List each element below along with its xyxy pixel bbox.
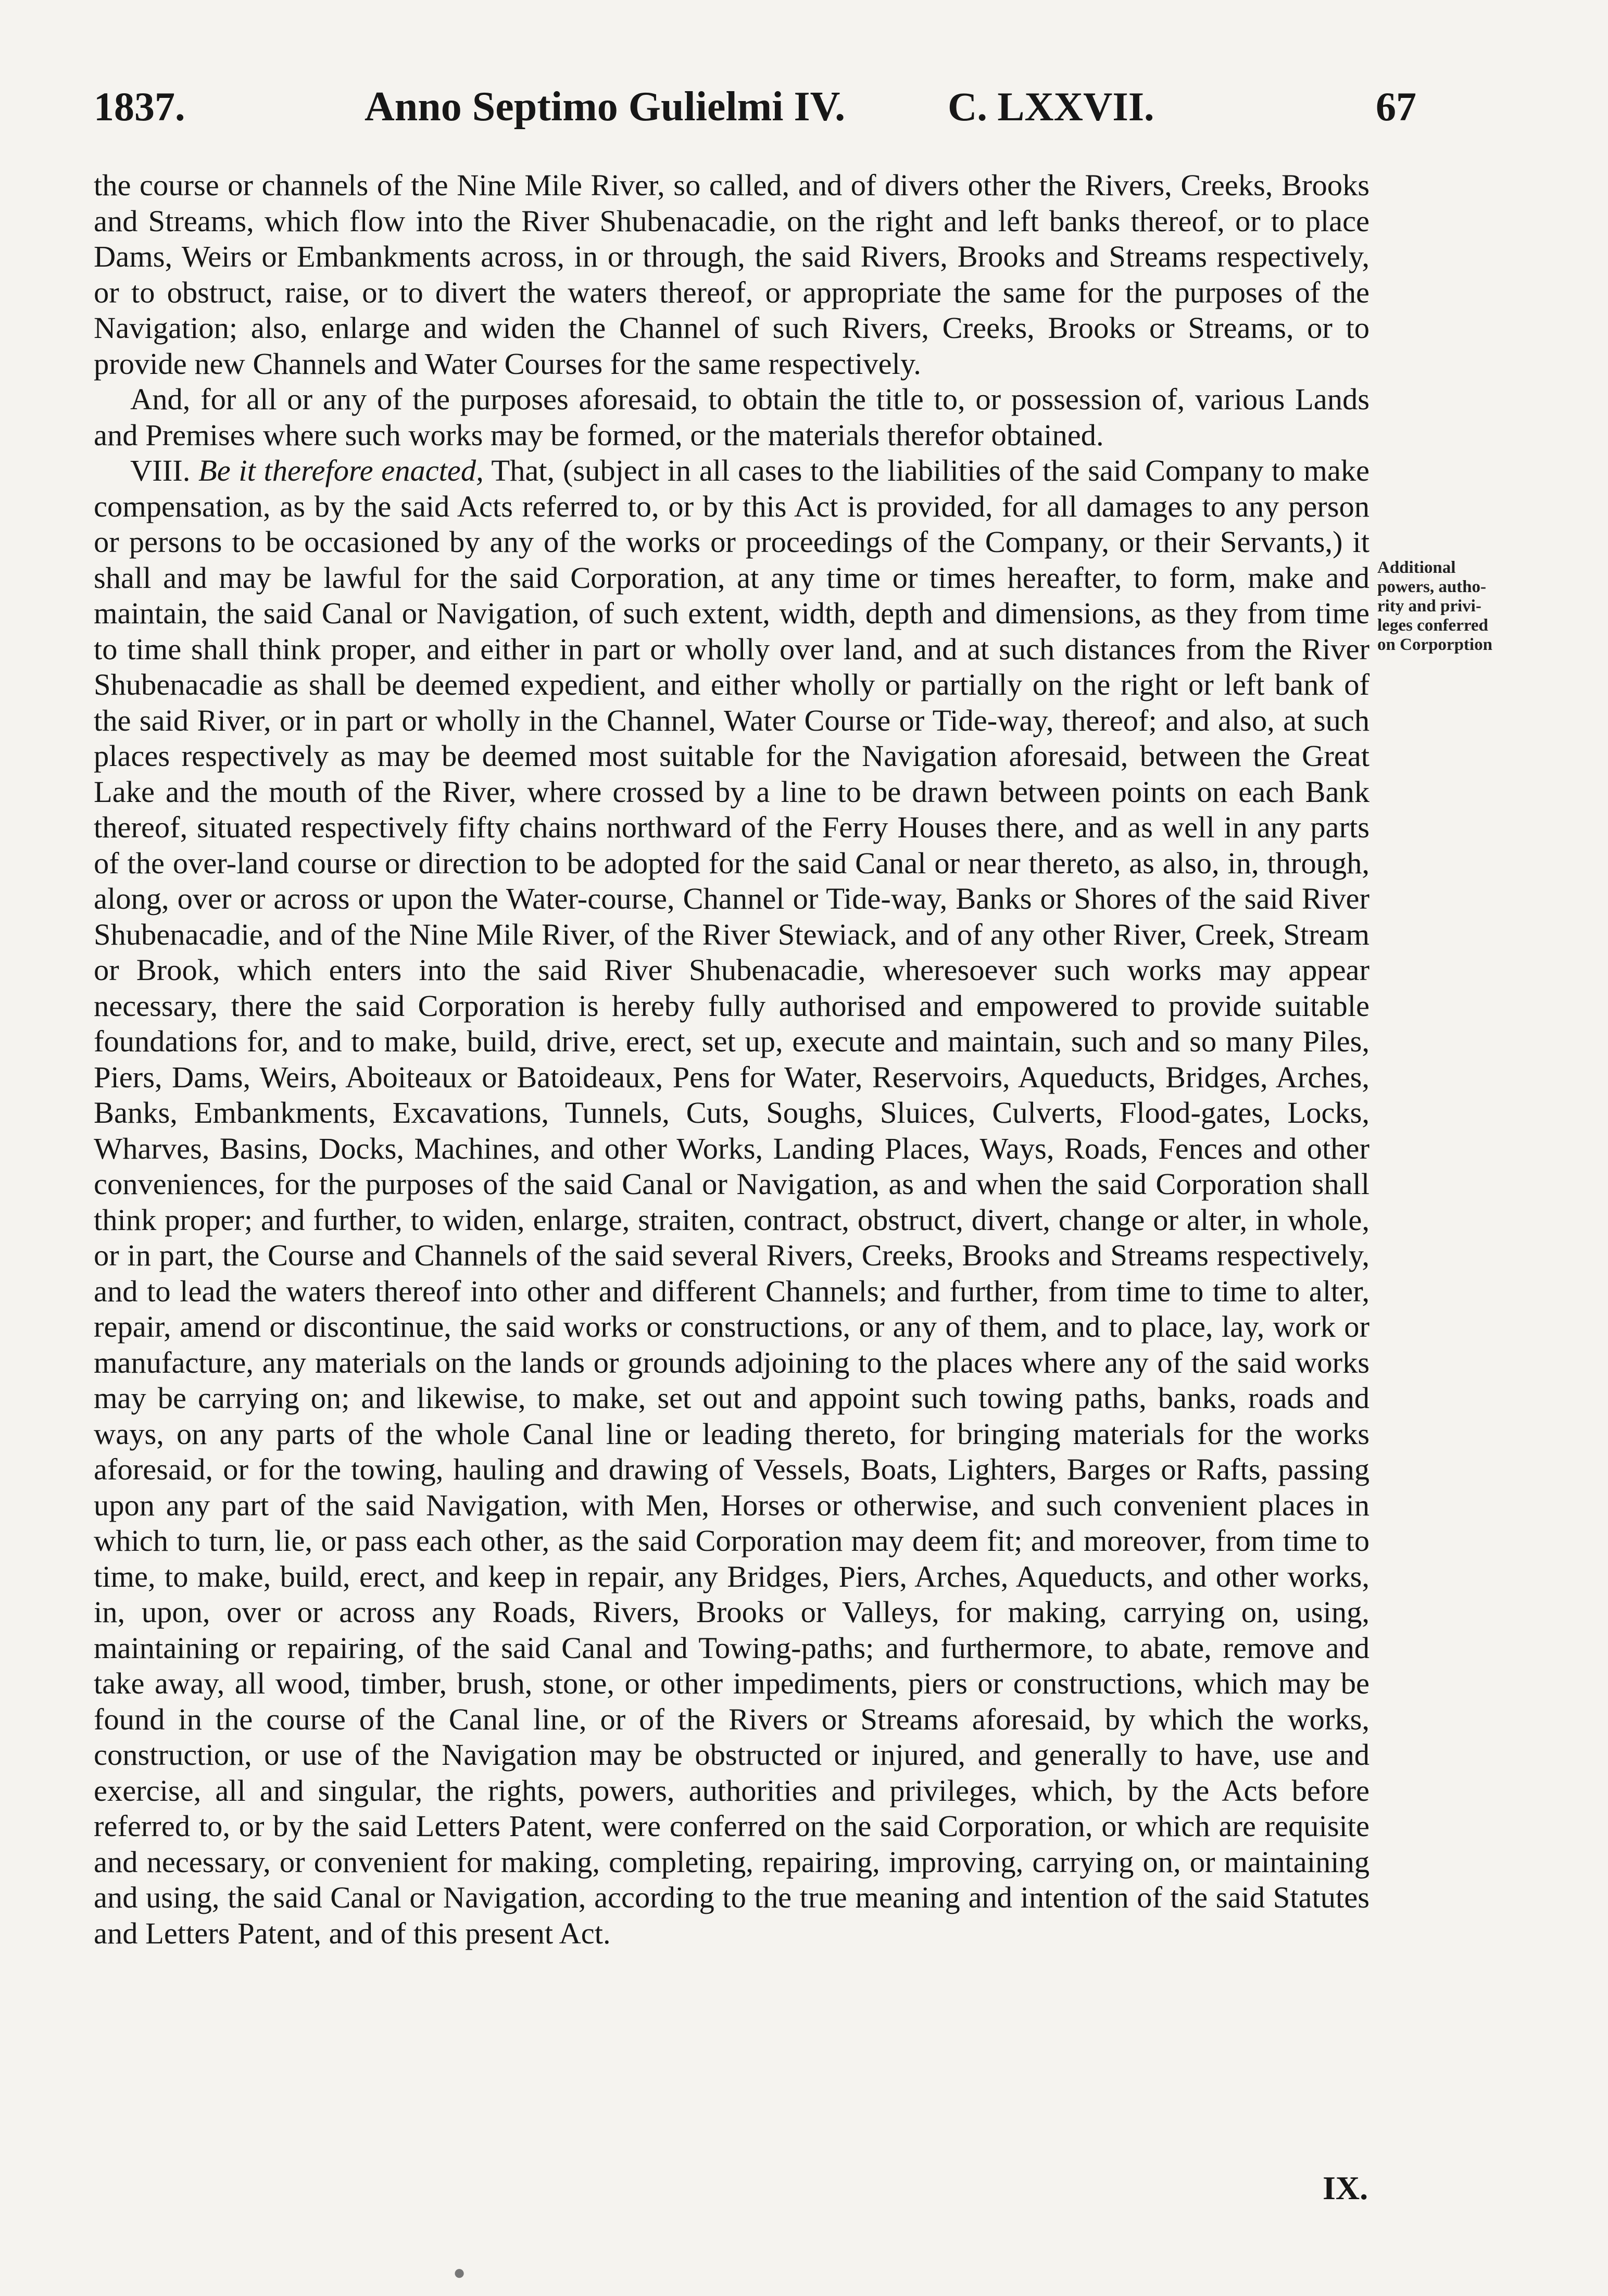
enacting-words: Be it therefore enacted, <box>198 454 484 487</box>
section-viii <box>94 453 1370 1951</box>
paragraph-continuation: the course or channels of the Nine Mile River, so called, and of divers other the Rivers, Creeks, Brooks and Streams, which flow into the River Shubenacadie, on the right and left banks thereof, or to place Dams, Weirs or Embankments across, in or through, the said Rivers, Brooks and Streams respectively, or to obstruct, raise, or to divert the waters thereof, or appropriate the same for the purposes of the Navigation; also, enlarge and widen the Channel of such Rivers, Creeks, Brooks or Streams, or to provide new Channels and Water Courses for the same respectively. <box>94 168 1370 381</box>
header-chapter: C. LXXVII. <box>948 84 1154 129</box>
section-number: VIII. <box>130 454 191 487</box>
running-head <box>94 78 1416 135</box>
page-number: 67 <box>1376 84 1416 129</box>
header-title: Anno Septimo Gulielmi IV. <box>365 84 846 130</box>
statute-body <box>94 168 1370 1951</box>
marginal-note-line: rity and privi- <box>1377 597 1481 616</box>
marginal-note-line: Additional <box>1377 558 1456 577</box>
section-viii-text: That, (subject in all cases to the liabilities of the said Company to make compensation, as by the said Acts referred to, or by this Act is provided, for all damages to any person or persons to be occasioned by any of the works or proceedings of the Company, or their Servants,) it shall and may be lawful for the said Corporation, at any time or times hereafter, to form, make and maintain, the said Canal or Navigation, of such extent, width, depth and dimensions, as they from time to time shall think proper, and either in part or wholly over land, and at such distances from the River Shubenacadie as shall be deemed expedient, and either wholly or partially on the right or left bank of the said River, or in part or wholly in the Channel, Water Course or Tide-way, thereof; and also, at such places respectively as may be deemed most suitable for the Navigation aforesaid, between the Great Lake and the mouth of the River, where crossed by a line to be drawn between points on each Bank thereof, situated respectively fifty chains northward of the Ferry Houses there, and as well in any parts of the over-land course or direction to be adopted for the said Canal or near thereto, as also, in, through, along, over or across or upon the Water-course, Channel or Tide-way, Banks or Shores of the said River Shubenacadie, and of the Nine Mile River, of the River Stewiack, and of any other River, Creek, Stream or Brook, which enters into the said River Shubenacadie, wheresoever such works may appear necessary, there the said Corporation is hereby fully authorised and empowered to provide suitable foundations for, and to make, build, drive, erect, set up, execute and maintain, such and so many Piles, Piers, Dams, Weirs, Aboiteaux or Batoideaux, Pens for Water, Reservoirs, Aqueducts, Bridges, Arches, Banks, Embankments, Excavations, Tunnels, Cuts, Soughs, Sluices, Culverts, Flood-gates, Locks, Wharves, Basins, Docks, Machines, and other Works, Landing Places, Ways, Roads, Fences and other conveniences, for the purposes of the said Canal or Navigation, as and when the said Corporation shall think proper; and further, to widen, enlarge, straiten, contract, obstruct, divert, change or alter, in whole, or in part, the Course and Channels of the said several Rivers, Creeks, Brooks and Streams respectively, and to lead the waters thereof into other and different Channels; and further, from time to time to alter, repair, amend or discontinue, the said works or constructions, or any of them, and to place, lay, work or manufacture, any materials on the lands or grounds adjoining to the places where any of the said works may be carrying on; and likewise, to make, set out and appoint such towing paths, banks, roads and ways, on any parts of the whole Canal line or leading thereto, for bringing materials for the works aforesaid, or for the towing, hauling and drawing of Vessels, Boats, Lighters, Barges or Rafts, passing upon any part of the said Navigation, with Men, Horses or otherwise, and such convenient places in which to turn, lie, or pass each other, as the said Corporation may deem fit; and moreover, from time to time, to make, build, erect, and keep in repair, any Bridges, Piers, Arches, Aqueducts, and other works, in, upon, over or across any Roads, Rivers, Brooks or Valleys, for making, carrying on, using, maintaining or repairing, of the said Canal and Towing-paths; and furthermore, to abate, remove and take away, all wood, timber, brush, stone, or other impediments, piers or constructions, which may be found in the course of the Canal line, or of the Rivers or Streams aforesaid, by which the works, construction, or use of the Navigation may be obstructed or injured, and generally to have, use and exercise, all and singular, the rights, powers, authorities and privileges, which, by the Acts before referred to, or by the said Letters Patent, were conferred on the said Corporation, or which are requisite and necessary, or convenient for making, completing, repairing, improving, carrying on, or maintaining and using, the said Canal or Navigation, according to the true meaning and intention of the said Statutes and Letters Patent, and of this present Act. <box>94 454 1370 1950</box>
marginal-note-line: leges conferred <box>1377 616 1488 635</box>
header-year: 1837. <box>94 84 185 129</box>
print-speck: ● <box>453 2261 466 2284</box>
catchword: IX. <box>1323 2169 1368 2206</box>
paragraph-purposes: And, for all or any of the purposes aforesaid, to obtain the title to, or possession of, various Lands and Premises where such works may be formed, or the materials therefor obtained. <box>94 382 1370 452</box>
marginal-note-line: on Corporption <box>1377 635 1492 654</box>
marginal-note-line: powers, autho- <box>1377 578 1487 596</box>
marginal-note <box>1377 558 1534 655</box>
